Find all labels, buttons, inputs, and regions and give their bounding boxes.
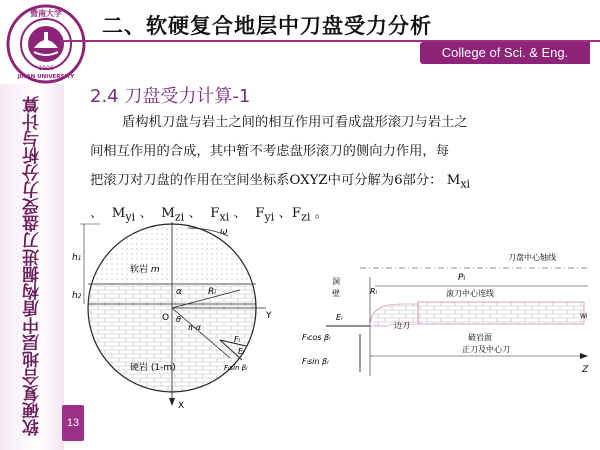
para-line-3	[90, 166, 590, 199]
logo-top-text: 暨南大学	[30, 9, 62, 18]
right-ri-label: Ri	[370, 287, 377, 296]
section-heading: 2.4 刀盘受力计算-1	[90, 86, 251, 107]
para-line-1: 盾构机刀盘与岩土之间的相互作用可看成盘形滚刀与岩土之	[122, 115, 468, 130]
ri-label: Ri	[208, 287, 216, 297]
theta-label: θ	[176, 315, 181, 324]
logo-year: 1906	[38, 65, 54, 72]
soft-rock-label: 软岩 m	[130, 265, 160, 275]
fsin-right-label: Fisin βi	[302, 357, 329, 366]
term-my: $M_{yi}$	[111, 205, 136, 224]
para-line-2: 间相互作用的合成，其中暂不考虑盘形滚刀的侧向力作用，每	[90, 144, 450, 159]
fsin-label: Fisin βi	[224, 364, 248, 372]
figure	[70, 222, 600, 444]
para-line-4: 、 $M_{yi}$ 、 $M_{zi}$ 、 $F_{xi}$ 、 $F_{yi}$ 、$F_{zi}$ 。	[90, 205, 328, 224]
pi-label: Pi	[458, 273, 466, 283]
pi-alpha-label: π-α	[188, 323, 201, 332]
term-fy: $F_{yi}$	[255, 205, 275, 224]
fcos-label: Ficos βi	[302, 333, 331, 342]
right-diagram	[302, 252, 590, 376]
edge-cutter-label: 边刀	[394, 321, 410, 330]
center-line-label: 滚刀中心连线	[446, 289, 494, 298]
omega-label: ω	[220, 227, 228, 237]
hard-rock-label: 硬岩 (1-m)	[130, 363, 176, 373]
page-number: 13	[62, 405, 84, 441]
wall-label-2: 壁	[332, 289, 340, 298]
term-fz: $F_{zi}$	[291, 205, 311, 224]
page-title: 二、软硬复合地层中刀盘受力分析	[102, 14, 432, 38]
term-fx: $F_{xi}$	[210, 205, 230, 224]
term-mz: $M_{zi}$	[161, 205, 185, 224]
logo-bottom-text: JINAN UNIVERSITY	[17, 74, 75, 80]
ei-label: Ei	[238, 347, 245, 356]
z-axis-label: Z	[582, 365, 589, 375]
university-logo	[4, 2, 88, 86]
college-banner: College of Sci. & Eng.	[420, 42, 590, 64]
origin-label: O	[162, 313, 170, 323]
term-mx: $M_{xi}$	[446, 173, 471, 191]
h1-label: h1	[72, 253, 82, 263]
alpha-label: α	[176, 287, 182, 297]
e-label: Ei	[336, 313, 343, 322]
axis-x-label: X	[178, 401, 185, 411]
para-line-3-prefix: 把滚刀对刀盘的作用在空间坐标系OXYZ中可分解为6部分：	[90, 173, 443, 188]
wi-label: Wi	[580, 313, 588, 320]
fi-label: Fi	[234, 335, 240, 344]
broken-face-label: 破岩面	[468, 333, 492, 342]
center-cutter-label: 正刀及中心刀	[462, 345, 510, 354]
wall-label-1: 洞	[332, 277, 340, 286]
axis-y-label: Y	[266, 311, 272, 321]
left-diagram	[72, 222, 272, 411]
body-paragraph	[90, 108, 590, 231]
axis-center-label: 刀盘中心轴线	[508, 253, 556, 262]
vertical-title: 软硬复合地层中盾构掘进刀盘受力分析与计算	[23, 96, 43, 436]
h2-label: h2	[72, 291, 82, 301]
